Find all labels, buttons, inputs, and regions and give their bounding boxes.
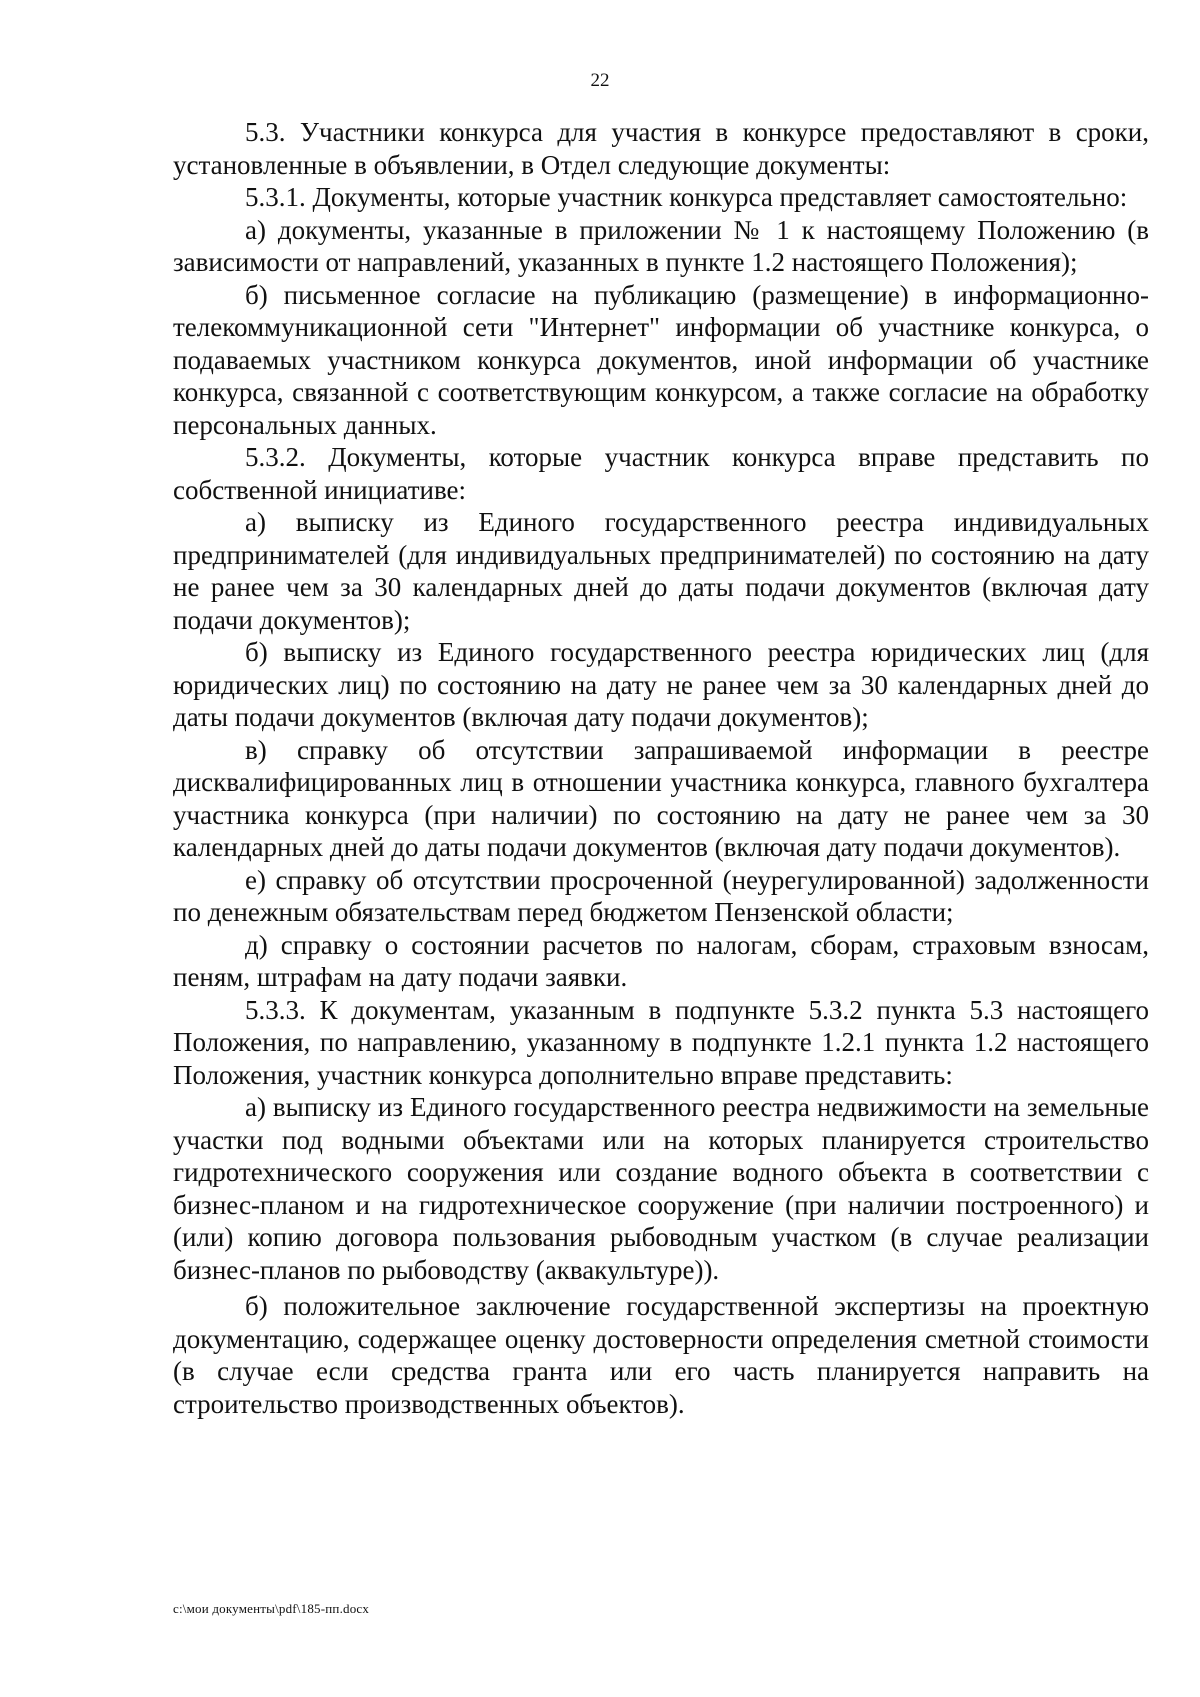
footer-file-path: c:\мои документы\pdf\185-пп.docx [173, 1601, 370, 1616]
paragraph-5-3-2-b: б) выписку из Единого государственного реестра юридических лиц (для юридических лиц) по состоянию на дату не ранее чем за 30 календарных дней до даты подачи документов (включая дату подачи документов); [173, 637, 1149, 732]
paragraph-5-3-3-b: б) положительное заключение государственной экспертизы на проектную документацию, содержащее оценку достоверности определения сметной стоимости (в случае если средства гранта или его часть планируется направить на строительство производственных объектов). [173, 1291, 1149, 1419]
paragraph-5-3-1: 5.3.1. Документы, которые участник конкурса представляет самостоятельно: [245, 182, 1128, 212]
paragraph-5-3-3-a: а) выписку из Единого государственного реестра недвижимости на земельные участки под водными объектами или на которых планируется строительство гидротехнического сооружения или создание водного объекта в соответствии с бизнес-планом и на гидротехническое сооружение (при наличии построенного) и (или) копию договора пользования рыбоводным участком (в случае реализации бизнес-планов по рыбоводству (аквакультуре)). [173, 1092, 1149, 1285]
paragraph-5-3-1-a: а) документы, указанные в приложении № 1 к настоящему Положению (в зависимости от направлений, указанных в пункте 1.2 настоящего Положения); [173, 214, 1149, 277]
page-number: 22 [590, 70, 610, 91]
paragraph-5-3-2-a: а) выписку из Единого государственного реестра индивидуальных предпринимателей (для индивидуальных предпринимателей) по состоянию на дату не ранее чем за 30 календарных дней до даты подачи документов (включая дату подачи документов); [173, 507, 1149, 635]
paragraph-5-3-2: 5.3.2. Документы, которые участник конкурса вправе представить по собственной инициативе: [173, 442, 1149, 505]
document-body [173, 116, 1149, 1420]
paragraph-5-3-1-b: б) письменное согласие на публикацию (размещение) в информационно-телекоммуникационной сети "Интернет" информации об участнике конкурса, о подаваемых участником конкурса документов, иной информации об участнике конкурса, связанной с соответствующим конкурсом, а также согласие на обработку персональных данных. [173, 279, 1149, 440]
paragraph-5-3-3: 5.3.3. К документам, указанным в подпункте 5.3.2 пункта 5.3 настоящего Положения, по направлению, указанному в подпункте 1.2.1 пункта 1.2 настоящего Положения, участник конкурса дополнительно вправе представить: [173, 994, 1149, 1090]
paragraph-5-3-2-v: в) справку об отсутствии запрашиваемой информации в реестре дисквалифицированных лиц в отношении участника конкурса, главного бухгалтера участника конкурса (при наличии) по состоянию на дату не ранее чем за 30 календарных дней до даты подачи документов (включая дату подачи документов). [173, 734, 1149, 862]
paragraph-5-3-2-d: д) справку о состоянии расчетов по налогам, сборам, страховым взносам, пеням, штрафам на дату подачи заявки. [173, 929, 1149, 992]
paragraph-5-3-2-e: е) справку об отсутствии просроченной (неурегулированной) задолженности по денежным обязательствам перед бюджетом Пензенской области; [173, 864, 1149, 927]
paragraph-5-3: 5.3. Участники конкурса для участия в конкурсе предоставляют в сроки, установленные в объявлении, в Отдел следующие документы: [173, 117, 1149, 180]
